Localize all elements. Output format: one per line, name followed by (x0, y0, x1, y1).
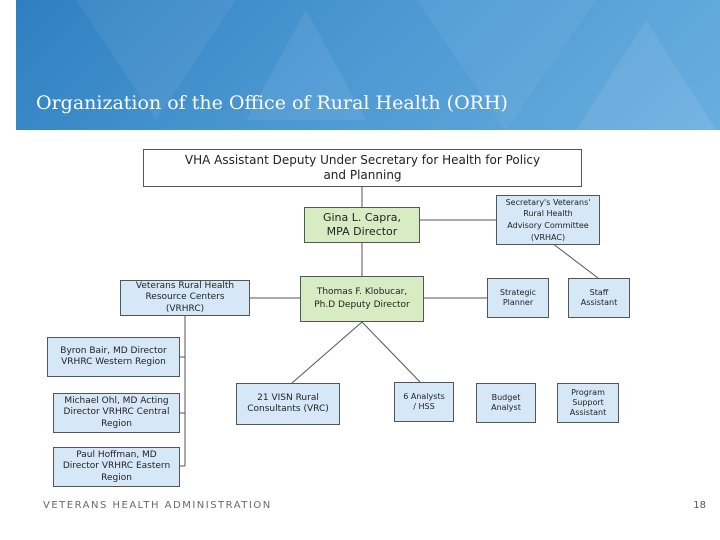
vrhrc-label: Veterans Rural Health Resource Centers (VRHRC) (135, 281, 235, 314)
slide-title: Organization of the Office of Rural Health (ORH) (36, 92, 508, 114)
line-committee-staff (548, 240, 598, 278)
eastern-region-box (53, 447, 180, 487)
strategic-planner-label: Strategic Planner (499, 288, 537, 307)
director-label: Gina L. Capra, MPA Director (322, 211, 402, 238)
top-office-label: VHA Assistant Deputy Under Secretary for Health for Policy and Planning (184, 153, 541, 182)
budget-analyst-box (476, 383, 536, 423)
footer-org: VETERANS HEALTH ADMINISTRATION (43, 500, 272, 511)
line-deputy-visn (292, 322, 362, 383)
eastern-region-label: Paul Hoffman, MD Director VRHRC Eastern Region (62, 450, 171, 483)
committee-label: Secretary's Veterans' Rural Health Advisory Committee (VRHAC) (505, 197, 591, 242)
deputy-label: Thomas F. Klobucar, Ph.D Deputy Director (314, 287, 410, 310)
analysts-label: 6 Analysts / HSS (403, 392, 445, 411)
staff-assistant-label: Staff Assistant (580, 288, 618, 307)
director-box (304, 207, 420, 243)
western-region-box (47, 337, 180, 377)
visn-consultants-label: 21 VISN Rural Consultants (VRC) (247, 392, 329, 414)
line-deputy-analysts (362, 322, 420, 382)
budget-analyst-label: Budget Analyst (491, 393, 521, 412)
staff-assistant-box (568, 278, 630, 318)
vrhrc-box (120, 280, 250, 316)
top-office-box (143, 149, 582, 187)
program-support-label: Program Support Assistant (569, 388, 607, 417)
analysts-box (394, 382, 454, 422)
deputy-box (300, 276, 424, 322)
western-region-label: Byron Bair, MD Director VRHRC Western Region (60, 345, 167, 367)
central-region-box (53, 393, 180, 433)
committee-box (496, 195, 600, 245)
visn-consultants-box (236, 383, 340, 425)
central-region-label: Michael Ohl, MD Acting Director VRHRC Central Region (63, 396, 170, 429)
program-support-box (557, 383, 619, 423)
page-number: 18 (693, 500, 706, 511)
strategic-planner-box (487, 278, 549, 318)
